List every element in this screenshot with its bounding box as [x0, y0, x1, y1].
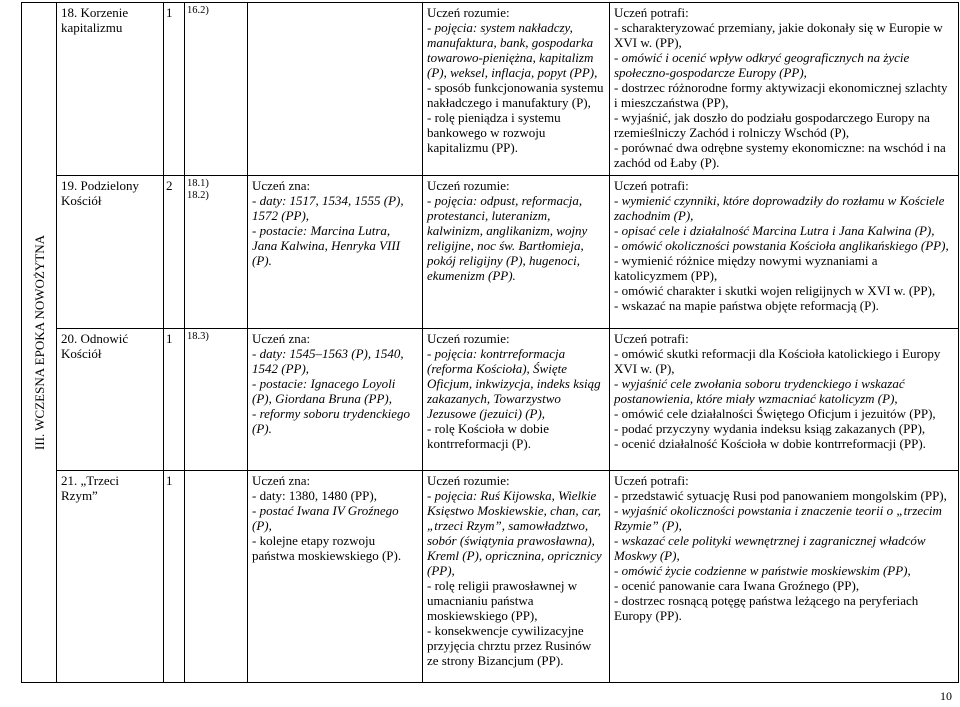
topic-cell: [57, 3, 164, 176]
skills-line: - wskazać na mapie państwa objęte reformacją (P).: [614, 298, 879, 313]
understands-cell: [423, 471, 610, 683]
understands-cell: [423, 176, 610, 329]
requirements-cell: [185, 3, 248, 176]
skills-line: - dostrzec różnorodne formy aktywizacji ekonomicznej szlachty i mieszczaństwa (PP),: [614, 80, 948, 110]
knows-line: - postać Iwana IV Groźnego (P),: [252, 503, 399, 533]
requirements-cell: [185, 176, 248, 329]
understands-cell: [423, 329, 610, 471]
topic-cell: [57, 471, 164, 683]
topic-cell: [57, 329, 164, 471]
knows-line: - reformy soboru trydenckiego (P).: [252, 406, 411, 436]
knows-line: - daty: 1380, 1480 (PP),: [252, 488, 377, 503]
skills-line: - porównać dwa odrębne systemy ekonomiczne: na wschód i na zachód od Łaby (P).: [614, 140, 946, 170]
understands-line: - rolę Kościoła w dobie kontrreformacji (P).: [427, 421, 550, 451]
skills-line: - omówić skutki reformacji dla Kościoła katolickiego i Europy XVI w. (P),: [614, 346, 941, 376]
understands-line: - sposób funkcjonowania systemu nakładczego i manufaktury (P),: [427, 80, 604, 110]
understands-line: - pojęcia: odpust, reformacja, protestanci, luteranizm, kalwinizm, anglikanizm, wojny religijne, noc św. Bartłomieja, pokój religijny (P), hugenoci, ekumenizm (PP).: [427, 193, 588, 283]
understands-line: Uczeń rozumie:: [427, 5, 510, 20]
knows-line: - daty: 1545–1563 (P), 1540, 1542 (PP),: [252, 346, 404, 376]
understands-line: Uczeń rozumie:: [427, 473, 510, 488]
skills-cell: [610, 3, 959, 176]
requirements-text: 16.2): [187, 5, 209, 16]
knows-cell: [248, 471, 423, 683]
topic-text: 19. Podzielony Kościół: [61, 178, 139, 208]
curriculum-table: [21, 2, 959, 683]
skills-line: - ocenić działalność Kościoła w dobie kontrreformacji (PP).: [614, 436, 926, 451]
topic-text: 20. Odnowić Kościół: [61, 331, 129, 361]
understands-line: - pojęcia: kontrreformacja (reforma Kościoła), Święte Oficjum, inkwizycja, indeks ksiąg zakazanych, Towarzystwo Jezusowe (jezuici) (P),: [427, 346, 601, 421]
era-cell: [22, 3, 57, 683]
knows-cell: [248, 329, 423, 471]
skills-line: - omówić charakter i skutki wojen religijnych w XVI w. (PP),: [614, 283, 936, 298]
skills-line: - wyjaśnić cele zwołania soboru trydenckiego i wskazać postanowienia, które miały wzmacniać katolicyzm (P),: [614, 376, 905, 406]
knows-line: Uczeń zna:: [252, 178, 311, 193]
table-row: [22, 3, 959, 176]
understands-line: - pojęcia: system nakładczy, manufaktura, bank, gospodarka towarowo-pieniężna, kapitalizm (P), weksel, inflacja, popyt (PP),: [427, 20, 598, 80]
skills-cell: [610, 329, 959, 471]
skills-line: - omówić i ocenić wpływ odkryć geograficznych na życie społeczno-gospodarcze Europy (PP),: [614, 50, 910, 80]
skills-line: Uczeń potrafi:: [614, 5, 689, 20]
table-row: [22, 329, 959, 471]
hours-cell: [164, 176, 185, 329]
requirements-text: 18.3): [187, 331, 209, 342]
understands-line: - pojęcia: Ruś Kijowska, Wielkie Księstwo Moskiewskie, chan, car, „trzeci Rzym”, samowładztwo, sobór (świątynia prawosławna), Kreml (P), opricznina, opricznicy (PP),: [427, 488, 602, 578]
skills-line: - dostrzec rosnącą potęgę państwa leżącego na peryferiach Europy (PP).: [614, 593, 919, 623]
skills-line: - wyjaśnić, jak doszło do podziału gospodarczego Europy na rzemieślniczy Zachód i rolniczy Wschód (P),: [614, 110, 930, 140]
skills-line: - wyjaśnić okoliczności powstania i znaczenie teorii o „trzecim Rzymie” (P),: [614, 503, 942, 533]
skills-line: - ocenić panowanie cara Iwana Groźnego (PP),: [614, 578, 860, 593]
skills-line: - podać przyczyny wydania indeksu ksiąg zakazanych (PP),: [614, 421, 926, 436]
era-label: III. WCZESNA EPOKA NOWOŻYTNA: [31, 235, 47, 450]
requirements-cell: [185, 329, 248, 471]
table-body: [22, 3, 959, 683]
hours-cell: [164, 471, 185, 683]
knows-line: - postacie: Ignacego Loyoli (P), Giordana Bruna (PP),: [252, 376, 396, 406]
skills-line: - wymienić różnice między nowymi wyznaniami a katolicyzmem (PP),: [614, 253, 878, 283]
requirements-text: 18.1) 18.2): [187, 178, 209, 201]
hours-text: 1: [166, 473, 173, 488]
knows-line: - daty: 1517, 1534, 1555 (P), 1572 (PP),: [252, 193, 404, 223]
skills-cell: [610, 471, 959, 683]
topic-text: 21. „Trzeci Rzym”: [61, 473, 120, 503]
skills-line: - wymienić czynniki, które doprowadziły do rozłamu w Kościele zachodnim (P),: [614, 193, 945, 223]
hours-text: 1: [166, 331, 173, 346]
knows-line: Uczeń zna:: [252, 331, 311, 346]
page-number: 10: [940, 689, 952, 703]
skills-line: - omówić okoliczności powstania Kościoła anglikańskiego (PP),: [614, 238, 949, 253]
skills-line: Uczeń potrafi:: [614, 331, 689, 346]
knows-line: Uczeń zna:: [252, 473, 311, 488]
understands-line: - rolę pieniądza i systemu bankowego w rozwoju kapitalizmu (PP).: [427, 110, 561, 155]
requirements-cell: [185, 471, 248, 683]
skills-cell: [610, 176, 959, 329]
skills-line: Uczeń potrafi:: [614, 178, 689, 193]
hours-text: 2: [166, 178, 173, 193]
skills-line: - wskazać cele polityki wewnętrznej i zagranicznej władców Moskwy (P),: [614, 533, 926, 563]
table-row: [22, 471, 959, 683]
understands-line: - konsekwencje cywilizacyjne przyjęcia chrztu przez Rusinów ze strony Bizancjum (PP).: [427, 623, 592, 668]
skills-line: - scharakteryzować przemiany, jakie dokonały się w Europie w XVI w. (PP),: [614, 20, 943, 50]
hours-cell: [164, 329, 185, 471]
topic-cell: [57, 176, 164, 329]
knows-cell: [248, 3, 423, 176]
knows-line: - postacie: Marcina Lutra, Jana Kalwina, Henryka VIII (P).: [252, 223, 401, 268]
understands-line: - rolę religii prawosławnej w umacnianiu państwa moskiewskiego (PP),: [427, 578, 578, 623]
understands-cell: [423, 3, 610, 176]
skills-line: - omówić cele działalności Świętego Oficjum i jezuitów (PP),: [614, 406, 936, 421]
hours-text: 1: [166, 5, 173, 20]
knows-cell: [248, 176, 423, 329]
understands-line: Uczeń rozumie:: [427, 331, 510, 346]
topic-text: 18. Korzenie kapitalizmu: [61, 5, 129, 35]
skills-line: - opisać cele i działalność Marcina Lutra i Jana Kalwina (P),: [614, 223, 935, 238]
table-row: [22, 176, 959, 329]
hours-cell: [164, 3, 185, 176]
skills-line: - omówić życie codzienne w państwie moskiewskim (PP),: [614, 563, 911, 578]
understands-line: Uczeń rozumie:: [427, 178, 510, 193]
skills-line: - przedstawić sytuację Rusi pod panowaniem mongolskim (PP),: [614, 488, 947, 503]
skills-line: Uczeń potrafi:: [614, 473, 689, 488]
knows-line: - kolejne etapy rozwoju państwa moskiewskiego (P).: [252, 533, 402, 563]
